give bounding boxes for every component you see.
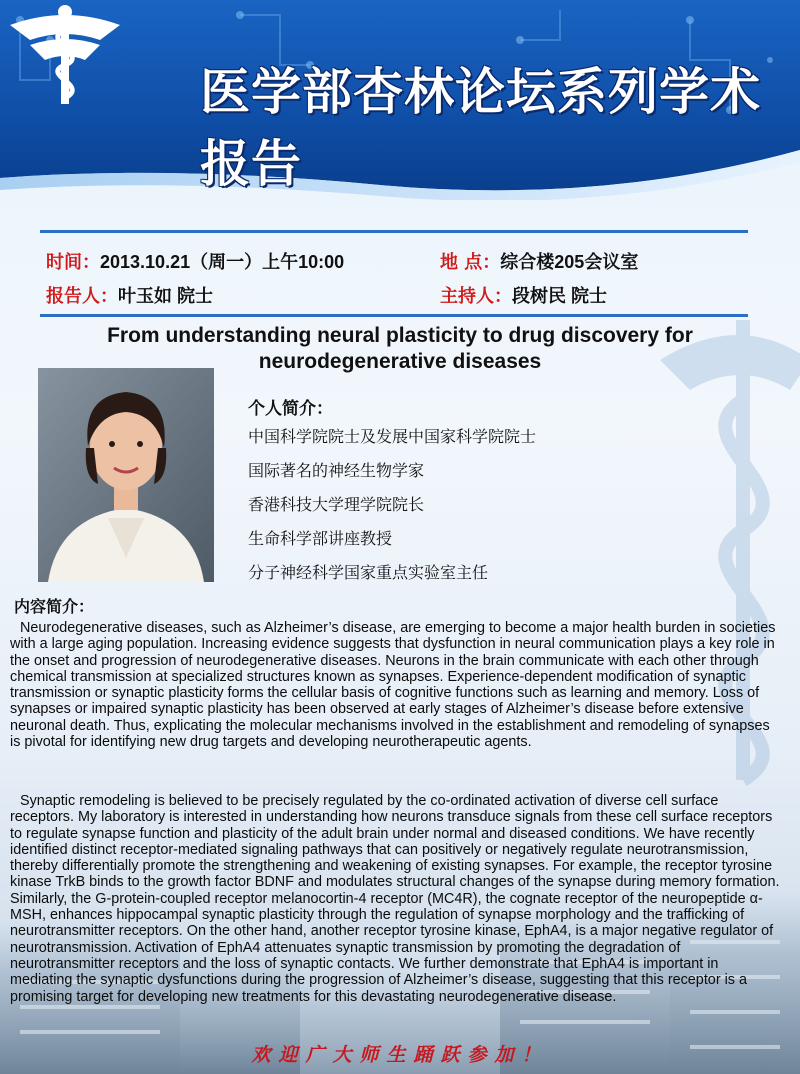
header-banner xyxy=(0,0,800,200)
welcome-footer: 欢迎广大师生踊跃参加！ xyxy=(251,1044,549,1066)
top-divider xyxy=(40,230,748,233)
talk-title-line1: From understanding neural plasticity to drug discovery for xyxy=(107,324,693,347)
bio-list xyxy=(248,426,536,596)
host-label: 主持人： xyxy=(440,286,512,307)
bio-item: 生命科学部讲座教授 xyxy=(248,529,393,548)
abstract-paragraph-2: Synaptic remodeling is believed to be precisely regulated by the co-ordinated activation of diverse cell surface receptors. My laboratory is interested in understanding how neurons transduce signals from these cell surface receptors to regulate synapse function and plasticity of the adult brain under normal and diseased conditions. We have recently identified distinct receptor-mediated signaling pathways that can positively or negatively regulate neurotransmission, thereby differentially promote the strengthening and weakening of existing synapses. For example, the receptor tyrosine kinase TrkB binds to the growth factor BDNF and modulates structural changes of the synapse during memory formation. Similarly, the G-protein-coupled receptor melanocortin-4 receptor (MC4R), the cognate receptor of the neuropeptide α-MSH, enhances hippocampal synaptic plasticity through the regulation of synapse morphology and the trafficking of neurotransmitter receptors. On the other hand, another receptor tyrosine kinase, EphA4, is a major negative regulator of neurotransmission. Activation of EphA4 attenuates synaptic transmission by promoting the degradation of neurotransmitter receptors and the loss of synaptic contacts. We further demonstrate that EphA4 is important in mediating the synaptic dysfunctions during the progression of Alzheimer’s disease, suggesting that this receptor is a promising target for developing new treatments for this devastating neurodegenerative disease. xyxy=(10,793,780,1005)
bio-item: 国际著名的神经生物学家 xyxy=(248,461,425,480)
time-field xyxy=(46,248,344,274)
bio-item: 中国科学院院士及发展中国家科学院院士 xyxy=(248,427,537,446)
speaker-field xyxy=(46,282,213,308)
bio-item: 分子神经科学国家重点实验室主任 xyxy=(248,563,489,582)
poster-title: 医学部杏林论坛系列学术报告 xyxy=(200,62,761,193)
info-row-speaker-host xyxy=(46,282,746,308)
bio-item: 香港科技大学理学院院长 xyxy=(248,495,425,514)
abstract-heading: 内容简介： xyxy=(14,597,95,616)
speaker-value: 叶玉如 院士 xyxy=(118,286,214,306)
speaker-label: 报告人： xyxy=(46,286,118,307)
speaker-photo xyxy=(38,368,214,582)
bottom-divider xyxy=(40,314,748,317)
host-value: 段树民 院士 xyxy=(512,286,608,306)
host-field xyxy=(440,282,607,308)
time-value: 2013.10.21（周一）上午10:00 xyxy=(100,252,345,272)
abstract-paragraph-1: Neurodegenerative diseases, such as Alzheimer’s disease, are emerging to become a major health burden in societies with a large aging population. Increasing evidence suggests that dysfunction in neural communication plays a key role in the onset and progression of neurodegenerative diseases. Neurons in the brain communicate with each other through chemical transmission at specialized structures known as synapses. Experience-dependent modification of synaptic transmission or synaptic plasticity forms the cellular basis of cognitive functions such as learning and memory. Loss of synapses or impaired synaptic plasticity has been observed at early stages of Alzheimer’s disease before extensive neuronal death. Thus, explicating the molecular mechanisms involved in the establishment and remodeling of synapses is pivotal for identifying new drug targets and developing neurotherapeutic agents. xyxy=(10,620,776,751)
bio-heading: 个人简介： xyxy=(248,399,333,419)
time-label: 时间： xyxy=(46,252,100,273)
info-row-time-location xyxy=(46,248,746,274)
location-label: 地 点： xyxy=(440,252,501,273)
speaker-portrait-image xyxy=(38,368,214,582)
caduceus-icon xyxy=(0,0,130,110)
location-value: 综合楼205会议室 xyxy=(500,252,639,272)
location-field xyxy=(440,248,638,274)
talk-title-line2: neurodegenerative diseases xyxy=(258,350,542,373)
